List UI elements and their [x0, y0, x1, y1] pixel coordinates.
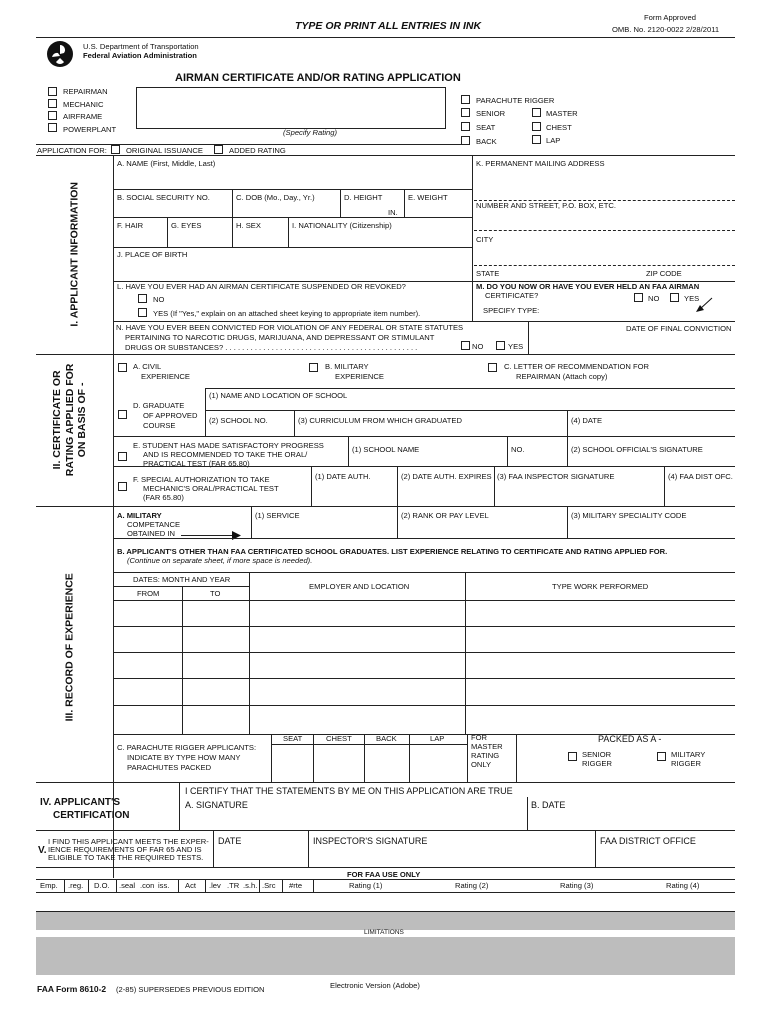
held-cert-no-checkbox[interactable]	[634, 293, 643, 302]
suspended-no-label: NO	[153, 295, 165, 304]
military-competence-label-1: A. MILITARY	[117, 511, 162, 520]
master-only-label-3: RATING	[471, 751, 500, 760]
original-issuance-label: ORIGINAL ISSUANCE	[126, 146, 203, 155]
school-no-label[interactable]: (2) SCHOOL NO.	[209, 416, 268, 425]
dates-header: DATES: MONTH AND YEAR	[133, 575, 231, 584]
back-label: BACK	[476, 137, 497, 146]
rigger-applicants-label-1: C. PARACHUTE RIGGER APPLICANTS:	[117, 743, 257, 752]
original-issuance-checkbox[interactable]	[111, 145, 120, 154]
graduate-label-1: D. GRADUATE	[133, 401, 185, 410]
rigger-applicants-label-2: INDICATE BY TYPE HOW MANY	[127, 753, 241, 762]
special-auth-label-2: MECHANIC'S ORAL/PRACTICAL TEST	[143, 484, 279, 493]
military-experience-label-2: EXPERIENCE	[335, 372, 384, 381]
faa-col-emp: Emp.	[40, 881, 58, 890]
application-for-label: APPLICATION FOR:	[37, 146, 107, 155]
faa-col-con: .con	[140, 881, 155, 890]
applicant-signature-label[interactable]: A. SIGNATURE	[185, 800, 248, 810]
state-field-label[interactable]: STATE	[476, 269, 500, 278]
added-rating-label: ADDED RATING	[229, 146, 286, 155]
nationality-field-label[interactable]: I. NATIONALITY (Citizenship)	[292, 221, 392, 230]
senior-rigger-checkbox[interactable]	[568, 752, 577, 761]
school-official-signature-label[interactable]: (2) SCHOOL OFFICIAL'S SIGNATURE	[571, 445, 703, 454]
specify-rating-label: (Specify Rating)	[283, 128, 338, 137]
airframe-label: AIRFRAME	[63, 112, 103, 121]
faa-col-tr: .TR	[227, 881, 240, 890]
faa-rating-2: Rating (2)	[455, 881, 489, 890]
senior-checkbox[interactable]	[461, 108, 470, 117]
convicted-yes-label: YES	[508, 342, 524, 351]
faa-col-act: Act	[185, 881, 196, 890]
date-auth-expires-label[interactable]: (2) DATE AUTH. EXPIRES	[401, 472, 492, 481]
department-name: U.S. Department of Transportation	[83, 42, 199, 51]
applicant-date-label[interactable]: B. DATE	[531, 800, 566, 810]
graduation-date-label[interactable]: (4) DATE	[571, 416, 603, 425]
form-number: FAA Form 8610-2	[37, 984, 107, 994]
section-5-numeral: V.	[38, 845, 47, 856]
student-progress-label-1: E. STUDENT HAS MADE SATISFACTORY PROGRESS	[133, 441, 324, 450]
work-type-header: TYPE WORK PERFORMED	[552, 582, 649, 591]
conviction-date-label[interactable]: DATE OF FINAL CONVICTION	[626, 324, 732, 333]
eyes-field-label[interactable]: G. EYES	[171, 221, 202, 230]
seat-label: SEAT	[476, 123, 496, 132]
section-4-heading-2: CERTIFICATION	[53, 810, 130, 821]
held-cert-yes-checkbox[interactable]	[670, 293, 679, 302]
military-rigger-checkbox[interactable]	[657, 752, 666, 761]
convicted-question-3: DRUGS OR SUBSTANCES? . . . . . . . . . . . . . . . . . . . . . . . . . . . . . . . . . . . . . . . . . . . . . .	[125, 343, 418, 352]
senior-rigger-label-2: RIGGER	[582, 759, 612, 768]
faa-col-do: D.O.	[94, 881, 110, 890]
civil-experience-label-1: A. CIVIL	[133, 362, 162, 371]
faa-shaded-row	[36, 912, 735, 930]
faa-col-rte: #rte	[289, 881, 303, 890]
lap-count-header: LAP	[430, 734, 445, 743]
service-label[interactable]: (1) SERVICE	[255, 511, 300, 520]
repairman-label: REPAIRMAN	[63, 87, 108, 96]
military-rigger-label-2: RIGGER	[671, 759, 701, 768]
limitations-label: LIMITATIONS	[364, 929, 404, 936]
city-field-label[interactable]: CITY	[476, 235, 494, 244]
airframe-checkbox[interactable]	[48, 111, 57, 120]
limitations-area[interactable]	[36, 937, 735, 975]
inspector-finding-2: IENCE REQUIREMENTS OF FAR 65 AND IS	[48, 845, 202, 854]
specify-rating-field[interactable]	[136, 87, 446, 129]
section-3-heading: III. RECORD OF EXPERIENCE	[63, 573, 76, 722]
arrow-icon	[694, 296, 714, 314]
powerplant-checkbox[interactable]	[48, 123, 57, 132]
letter-recommendation-label-2: REPAIRMAN (Attach copy)	[516, 372, 608, 381]
faa-rating-1: Rating (1)	[349, 881, 383, 890]
inspector-finding-3: ELIGIBLE TO TAKE THE REQUIRED TESTS.	[48, 853, 204, 862]
student-progress-label-3: PRACTICAL TEST (FAR 65.80)	[143, 459, 250, 468]
civil-experience-checkbox[interactable]	[118, 363, 127, 372]
faa-col-iss: iss.	[158, 881, 170, 890]
repairman-checkbox[interactable]	[48, 87, 57, 96]
military-experience-label-1: B. MILITARY	[325, 362, 369, 371]
other-experience-label: B. APPLICANT'S OTHER THAN FAA CERTIFICATED SCHOOL GRADUATES. LIST EXPERIENCE RELATING TO CERTIFICATE AND RATING APPLIED FOR.	[117, 547, 668, 556]
seat-count-header: SEAT	[283, 734, 303, 743]
faa-col-sh: .s.h.	[243, 881, 258, 890]
convicted-no-label: NO	[472, 342, 484, 351]
faa-use-title: FOR FAA USE ONLY	[347, 870, 421, 879]
letter-recommendation-label-1: C. LETTER OF RECOMMENDATION FOR	[504, 362, 649, 371]
continue-note: (Continue on separate sheet, if more space is needed).	[127, 556, 313, 565]
faa-col-reg: .reg.	[68, 881, 84, 890]
form-approved-label: Form Approved	[644, 13, 696, 22]
chest-checkbox[interactable]	[532, 122, 541, 131]
specify-type-label[interactable]: SPECIFY TYPE:	[483, 306, 540, 315]
military-rigger-label-1: MILITARY	[671, 750, 706, 759]
packed-as-label: PACKED AS A -	[598, 734, 662, 744]
zip-field-label[interactable]: ZIP CODE	[646, 269, 682, 278]
page-title: AIRMAN CERTIFICATE AND/OR RATING APPLICATION	[175, 72, 461, 84]
form-banner: TYPE OR PRINT ALL ENTRIES IN INK	[295, 20, 482, 32]
faa-rating-3: Rating (3)	[560, 881, 594, 890]
graduate-course-checkbox[interactable]	[118, 410, 127, 419]
rank-label[interactable]: (2) RANK OR PAY LEVEL	[401, 511, 489, 520]
suspended-question: L. HAVE YOU EVER HAD AN AIRMAN CERTIFICATE SUSPENDED OR REVOKED?	[117, 282, 406, 291]
date-auth-label[interactable]: (1) DATE AUTH.	[315, 472, 371, 481]
to-header: TO	[210, 589, 221, 598]
master-only-label-2: MASTER	[471, 742, 503, 751]
specialty-code-label[interactable]: (3) MILITARY SPECIALITY CODE	[571, 511, 687, 520]
mailing-address-label[interactable]: K. PERMANENT MAILING ADDRESS	[476, 159, 605, 168]
faa-inspector-signature-label[interactable]: (3) FAA INSPECTOR SIGNATURE	[497, 472, 615, 481]
parachute-rigger-label: PARACHUTE RIGGER	[476, 96, 555, 105]
special-auth-label-1: F. SPECIAL AUTHORIZATION TO TAKE	[133, 475, 270, 484]
military-experience-checkbox[interactable]	[309, 363, 318, 372]
back-count-header: BACK	[376, 734, 397, 743]
curriculum-label[interactable]: (3) CURRICULUM FROM WHICH GRADUATED	[298, 416, 462, 425]
inspector-date-label[interactable]: DATE	[218, 836, 242, 846]
parachute-rigger-checkbox[interactable]	[461, 95, 470, 104]
e-school-no-label[interactable]: NO.	[511, 445, 525, 454]
graduate-label-3: COURSE	[143, 421, 176, 430]
suspended-yes-checkbox[interactable]	[138, 308, 147, 317]
convicted-yes-checkbox[interactable]	[496, 341, 505, 350]
student-progress-label-2: AND IS RECOMMENDED TO TAKE THE ORAL/	[143, 450, 308, 459]
faa-code-row[interactable]	[36, 893, 735, 912]
faa-col-seal: .seal	[119, 881, 136, 890]
electronic-version: Electronic Version (Adobe)	[330, 981, 420, 990]
master-only-label-4: ONLY	[471, 760, 492, 769]
weight-field-label[interactable]: E. WEIGHT	[408, 193, 448, 202]
suspended-no-checkbox[interactable]	[138, 294, 147, 303]
powerplant-label: POWERPLANT	[63, 125, 117, 134]
form-edition: (2-85) SUPERSEDES PREVIOUS EDITION	[116, 985, 265, 994]
section-1-heading: I. APPLICANT INFORMATION	[68, 181, 81, 327]
mechanic-checkbox[interactable]	[48, 99, 57, 108]
letter-recommendation-checkbox[interactable]	[488, 363, 497, 372]
military-competence-label-3: OBTAINED IN	[127, 529, 175, 538]
faa-col-lev: .lev	[209, 881, 221, 890]
master-label: MASTER	[546, 109, 578, 118]
section-2-heading: II. CERTIFICATE OR RATING APPLIED FOR ON BASIS OF -	[51, 363, 89, 477]
held-cert-question-2: CERTIFICATE?	[485, 291, 539, 300]
faa-rating-4: Rating (4)	[666, 881, 700, 890]
faa-col-src: .Src	[262, 881, 276, 890]
hair-field-label[interactable]: F. HAIR	[117, 221, 144, 230]
suspended-yes-label: YES (If "Yes," explain on an attached sheet keying to appropriate item number).	[153, 309, 421, 318]
military-competence-label-2: COMPETANCE	[127, 520, 181, 529]
added-rating-checkbox[interactable]	[214, 145, 223, 154]
inspector-signature-label[interactable]: INSPECTOR'S SIGNATURE	[313, 836, 428, 846]
section-4-heading-1: IV. APPLICANT'S	[40, 797, 120, 808]
held-cert-no-label: NO	[648, 294, 660, 303]
master-checkbox[interactable]	[532, 108, 541, 117]
name-field-label[interactable]: A. NAME (First, Middle, Last)	[117, 159, 216, 168]
dot-logo-icon	[46, 40, 74, 68]
from-header: FROM	[137, 589, 160, 598]
convicted-question-2: PERTAINING TO NARCOTIC DRUGS, MARIJUANA, AND DEPRESSANT OR STIMULANT	[125, 333, 435, 342]
inspector-finding-1: I FIND THIS APPLICANT MEETS THE EXPER-	[48, 837, 209, 846]
chest-count-header: CHEST	[326, 734, 352, 743]
height-unit: IN.	[388, 208, 398, 217]
rigger-applicants-label-3: PARACHUTES PACKED	[127, 763, 212, 772]
graduate-label-2: OF APPROVED	[143, 411, 198, 420]
birthplace-field-label[interactable]: J. PLACE OF BIRTH	[117, 250, 188, 259]
chest-label: CHEST	[546, 123, 572, 132]
seat-checkbox[interactable]	[461, 122, 470, 131]
convicted-question-1: N. HAVE YOU EVER BEEN CONVICTED FOR VIOLATION OF ANY FEDERAL OR STATE STATUTES	[116, 323, 464, 332]
district-office-label[interactable]: FAA DISTRICT OFFICE	[600, 836, 696, 846]
omb-number: OMB. No. 2120-0022 2/28/2011	[612, 25, 720, 34]
held-cert-yes-label: YES	[684, 294, 700, 303]
civil-experience-label-2: EXPERIENCE	[141, 372, 190, 381]
ssn-field-label[interactable]: B. SOCIAL SECURITY NO.	[117, 193, 210, 202]
employer-header: EMPLOYER AND LOCATION	[309, 582, 410, 591]
mechanic-label: MECHANIC	[63, 100, 104, 109]
special-authorization-checkbox[interactable]	[118, 482, 127, 491]
student-progress-checkbox[interactable]	[118, 452, 127, 461]
special-auth-label-3: (FAR 65.80)	[143, 493, 184, 502]
sex-field-label[interactable]: H. SEX	[236, 221, 261, 230]
senior-rigger-label-1: SENIOR	[582, 750, 612, 759]
certify-statement: I CERTIFY THAT THE STATEMENTS BY ME ON THIS APPLICATION ARE TRUE	[185, 786, 513, 796]
convicted-no-checkbox[interactable]	[461, 341, 470, 350]
e-school-name-label[interactable]: (1) SCHOOL NAME	[352, 445, 420, 454]
height-field-label[interactable]: D. HEIGHT	[344, 193, 383, 202]
school-name-location-label[interactable]: (1) NAME AND LOCATION OF SCHOOL	[209, 391, 348, 400]
faa-dist-ofc-label[interactable]: (4) FAA DIST OFC.	[668, 472, 733, 481]
held-cert-question: M. DO YOU NOW OR HAVE YOU EVER HELD AN FAA AIRMAN	[476, 282, 700, 291]
lap-checkbox[interactable]	[532, 135, 541, 144]
master-only-label-1: FOR	[471, 733, 488, 742]
agency-name: Federal Aviation Administration	[83, 51, 197, 60]
senior-label: SENIOR	[476, 109, 506, 118]
street-field-label[interactable]: NUMBER AND STREET, P.O. BOX, ETC.	[476, 201, 616, 210]
dob-field-label[interactable]: C. DOB (Mo., Day., Yr.)	[236, 193, 315, 202]
lap-label: LAP	[546, 136, 561, 145]
